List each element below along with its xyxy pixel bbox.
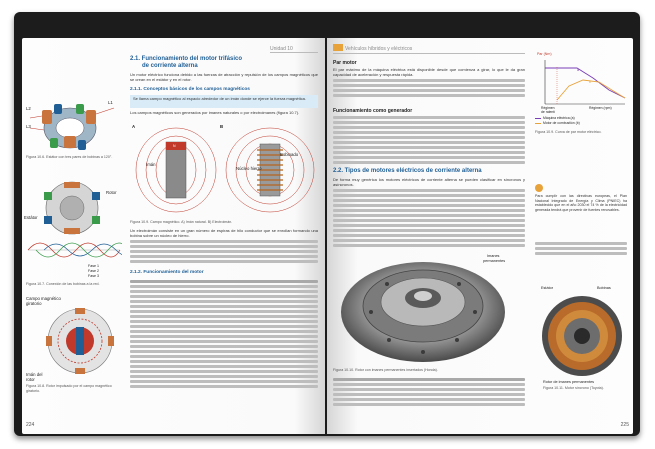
right-page [327,38,633,434]
fig-label-a: A [132,124,136,129]
header-label: Vehículos híbridos y eléctricos [345,46,413,52]
label-fase3: Fase 3 [88,274,99,278]
induction-text [333,376,525,408]
fig-label-bobinado: Bobinado [280,152,299,157]
sidebar-note: Para cumplir con las directivas europeas, el Plan Nacional Integrado de Energía y Clima (PNIEC) ha establecido que en el año 2030 el 74 % de la electricidad generada tendrá que provenir de fuentes renovables. [535,194,627,212]
fig7-caption: Figura 10.7. Conexión de las bobinas a la red. [26,282,100,286]
func-gen-title: Funcionamiento como generador [333,108,413,114]
label-giratorio: giratorio [26,301,42,306]
chart-x2: Régimen (rpm) [589,106,612,110]
fig11-caption: Figura 10.11. Motor síncrono (Toyota). [543,386,604,390]
label-iman-rotor-2: rotor [26,377,35,382]
intro-text [130,72,318,82]
label-iman-rotor: Imán del [26,372,43,377]
header-tab [333,44,343,51]
label-fase2: Fase 2 [88,269,99,273]
label-bobinas: Bobinas [597,286,611,290]
par-motor-text [333,67,525,99]
label-fase1: Fase 1 [88,264,99,268]
chart-caption: Figura 10.9. Curva de par motor eléctrico. [535,130,602,134]
fig-label-b: B [220,124,224,129]
chart-x1b: de ralentí [541,110,556,114]
fig-label-iman: Imán [146,162,156,167]
fig-magnet-caption: Figura 10.9. Campo magnético. A) Imán natural. B) Electroimán. [130,220,233,224]
right-page-number: 225 [620,422,629,428]
par-motor-title: Par motor [333,60,357,66]
section-title-1: 2.1. Funcionamiento del motor trifásico [130,56,243,62]
label-stator-photo: Estátor [541,286,554,290]
fig-label-nucleo: Núcleo hierro [236,166,262,171]
label-rotor: Rotor [106,190,117,195]
chart-x1: Régimen [541,106,555,110]
func-gen-text [333,114,525,166]
highlight-box [130,95,318,108]
fig10-caption: Figura 10.10. Rotor con imanes permanentes insertados (Honda). [333,368,438,372]
label-estator: Estátor [24,215,38,220]
chart-mark-b: b [589,80,591,84]
par-motor-paragraph: El par máximo de la máquina eléctrica está disponible desde que comienza a girar, lo que le da gran capacidad de aceleración y respuesta rápida. [333,67,525,78]
highlight-text: Se llama campo magnético al espacio alrededor de un imán donde se ejerce la fuerza magnética. [133,96,306,101]
sidebar-note-lines [535,240,627,257]
fig-label-n: N [173,144,176,148]
label-l3: L3 [26,124,31,129]
types-text [333,177,525,249]
label-rotor-iman: Rotor de imanes permanentes [543,380,595,384]
label-imanes-2: permanentes [483,259,506,263]
electroiman-paragraph: Un electroimán consiste en un gran número de espiras de hilo conductor que se enrollan formando una bobina sobre un núcleo de hierro. [130,228,318,239]
label-imanes: Imanes [487,254,500,258]
stator-photo [535,290,629,380]
left-page [22,38,325,434]
chart-ylabel: Par (Nm) [537,52,552,56]
left-page-number: 224 [26,422,35,428]
label-campo: Campo magnético [26,296,61,301]
chart-mark-a: a [577,68,579,72]
stator-coils-figure [26,98,118,154]
rotating-field-figure [40,306,120,376]
intro-paragraph: Un motor eléctrico funciona debido a las fuerzas de atracción y repulsión de los campos magnéticos que se crean en el estátor y en el rotor. [130,72,318,83]
subsection-1: 2.1.1. Conceptos básicos de los campos magnéticos [130,87,250,92]
label-l1: L1 [108,100,113,105]
field-text: Los campos magnéticos son generados por imanes naturales o por electroimanes (figura 10.7). [130,110,300,115]
electroiman-text [130,228,318,265]
section-title-1b: de corriente alterna [142,63,198,69]
magnetic-field-figure [130,122,320,218]
chart-legend-2: Motor de combustión (b) [543,121,580,125]
label-l2: L2 [26,106,31,111]
types-paragraph: De forma muy genérica los motores eléctricos de corriente alterna se pueden clasificar en síncronos y asíncronos. [333,177,525,188]
chart-legend-1: Máquina eléctrica (a) [543,116,575,120]
note-icon [535,184,543,192]
motor-text-block [130,278,318,390]
rotor-photo [331,248,527,366]
subsection-2: 2.1.2. Funcionamiento del motor [130,270,204,275]
fig6-caption: Figura 10.6. Estátor con tres pares de bobinas a 120°. [26,155,113,159]
fig8-caption: Figura 10.8. Rotor impulsado por el campo magnético giratorio. [26,384,112,393]
series-combustion-line [557,80,625,100]
section-title-2: 2.2. Tipos de motores eléctricos de corriente alterna [333,168,482,174]
unit-label: Unidad 10 [270,46,293,52]
